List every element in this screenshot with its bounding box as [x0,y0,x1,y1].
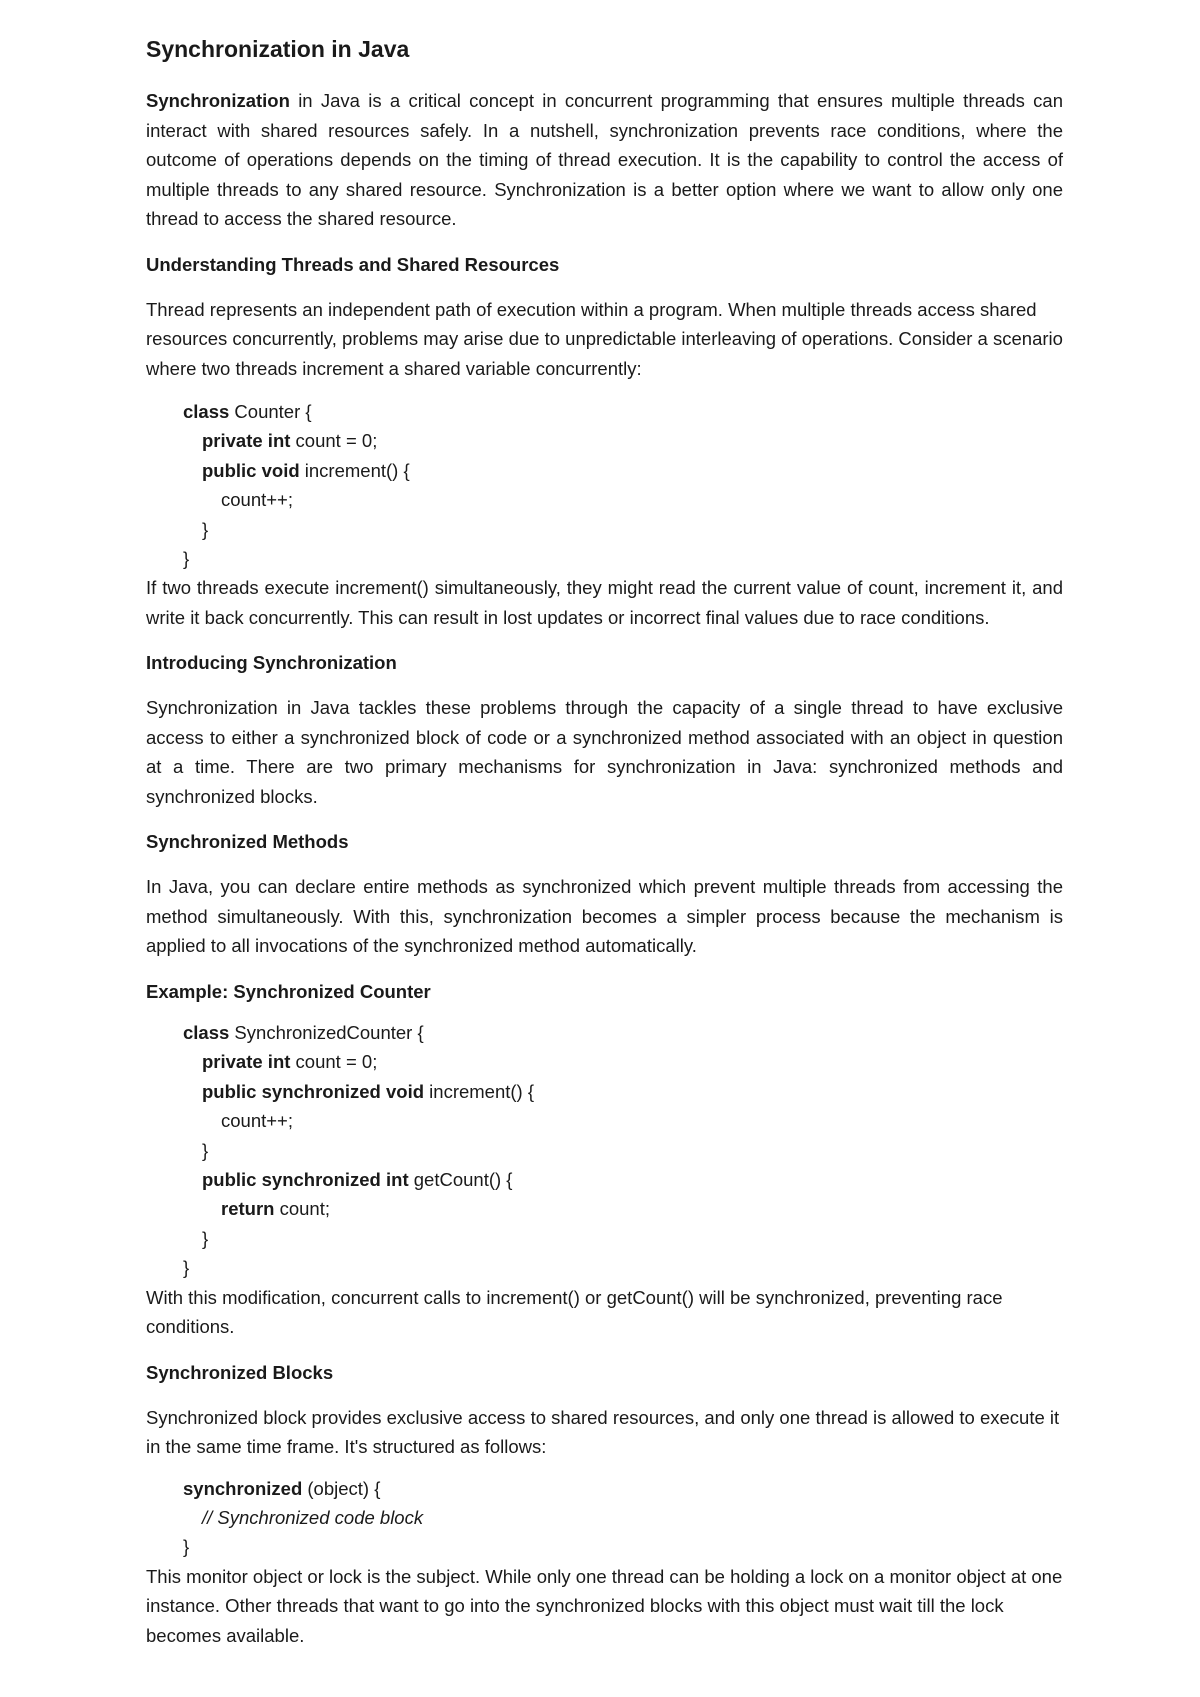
code-text: Counter { [229,401,312,422]
code-text: SynchronizedCounter { [229,1021,424,1043]
code-line [183,1474,1063,1503]
code-line [183,1047,1063,1076]
threads-after-paragraph: If two threads execute increment() simultaneously, they might read the current value of count, increment it, and write it back concurrently. This can result in lost updates or incorrect final values due to race conditions. [146,577,1063,628]
code-text: } [202,1139,209,1161]
methods-paragraph: In Java, you can declare entire methods as synchronized which prevent multiple threads from accessing the method simultaneously. With this, synchronization becomes a simpler process because the mechanism is applied to all invocations of the synchronized method automatically. [146,876,1063,957]
code-keyword: private int [202,430,291,452]
code-text: (object) { [302,1477,381,1499]
code-line [183,456,1063,485]
code-block-synchronized-counter [183,1018,1063,1283]
document-title: Synchronization in Java [146,36,410,62]
code-line [183,1532,1063,1561]
code-line [183,426,1063,455]
code-text: } [202,518,209,540]
code-line [183,397,1063,426]
code-line [183,515,1063,544]
introducing-paragraph: Synchronization in Java tackles these problems through the capacity of a single thread to have exclusive access to either a synchronized block of code or a synchronized method associated with an object in question at a time. There are two primary mechanisms for synchronization in Java: synchronized methods and synchronized blocks. [146,697,1063,807]
code-line [183,544,1063,573]
code-text: count = 0; [290,430,378,452]
intro-text: in Java is a critical concept in concurrent programming that ensures multiple threads can interact with shared resources safely. In a nutshell, synchronization prevents race conditions, where the outcome of operations depends on the timing of thread execution. It is the capability to control the access of multiple threads to any shared resource. Synchronization is a better option where we want to allow only one thread to access the shared resource. [146,90,1063,229]
code-keyword: class [183,1021,230,1043]
code-block-synchronized-block [183,1474,1063,1562]
code-text: count = 0; [290,1051,378,1073]
code-line [183,1224,1063,1253]
section-heading-threads: Understanding Threads and Shared Resources [146,253,560,275]
section-heading-methods: Synchronized Methods [146,831,349,853]
code-keyword: public void [202,459,300,481]
code-text: } [183,1536,190,1558]
code-line [183,1253,1063,1282]
code-line [183,1077,1063,1106]
code-line [183,1018,1063,1047]
code-keyword: public synchronized void [202,1080,425,1102]
code-text: } [183,548,190,570]
code-text: increment() { [424,1080,535,1102]
section-heading-example: Example: Synchronized Counter [146,980,431,1002]
code-line [183,1136,1063,1165]
code-text: getCount() { [408,1168,513,1190]
code-text: count++; [221,1110,294,1132]
code-text: increment() { [299,459,410,481]
code-line [183,1503,1063,1532]
code-keyword: private int [202,1051,291,1073]
intro-lead-term: Synchronization [146,90,290,111]
code-keyword: return [221,1198,275,1220]
code-keyword: synchronized [183,1477,303,1499]
code-line [183,485,1063,514]
code-block-counter [183,397,1063,573]
blocks-paragraph: Synchronized block provides exclusive access to shared resources, and only one thread is allowed to execute it in the same time frame. It's structured as follows: [146,1406,1060,1458]
code-text: } [202,1227,209,1249]
code-keyword: class [183,401,230,422]
code-line [183,1165,1063,1194]
code-line [183,1106,1063,1135]
code-keyword: public synchronized int [202,1168,409,1190]
intro-paragraph [146,86,1063,234]
code-comment: // Synchronized code block [202,1507,424,1528]
threads-paragraph: Thread represents an independent path of execution within a program. When multiple threads access shared resources concurrently, problems may arise due to unpredictable interleaving of operations. Consider a scenario where two threads increment a shared variable concurrently: [146,298,1063,379]
blocks-after-paragraph: This monitor object or lock is the subject. While only one thread can be holding a lock on a monitor object at one instance. Other threads that want to go into the synchronized blocks with this object must wait till the lock becomes available. [146,1565,1063,1646]
section-heading-blocks: Synchronized Blocks [146,1361,334,1383]
section-heading-introducing: Introducing Synchronization [146,652,397,674]
code-text: } [183,1257,190,1279]
example-after-paragraph: With this modification, concurrent calls to increment() or getCount() will be synchronized, preventing race conditions. [146,1286,1003,1338]
code-text: count++; [221,489,294,511]
code-line [183,1194,1063,1223]
code-text: count; [274,1198,330,1220]
